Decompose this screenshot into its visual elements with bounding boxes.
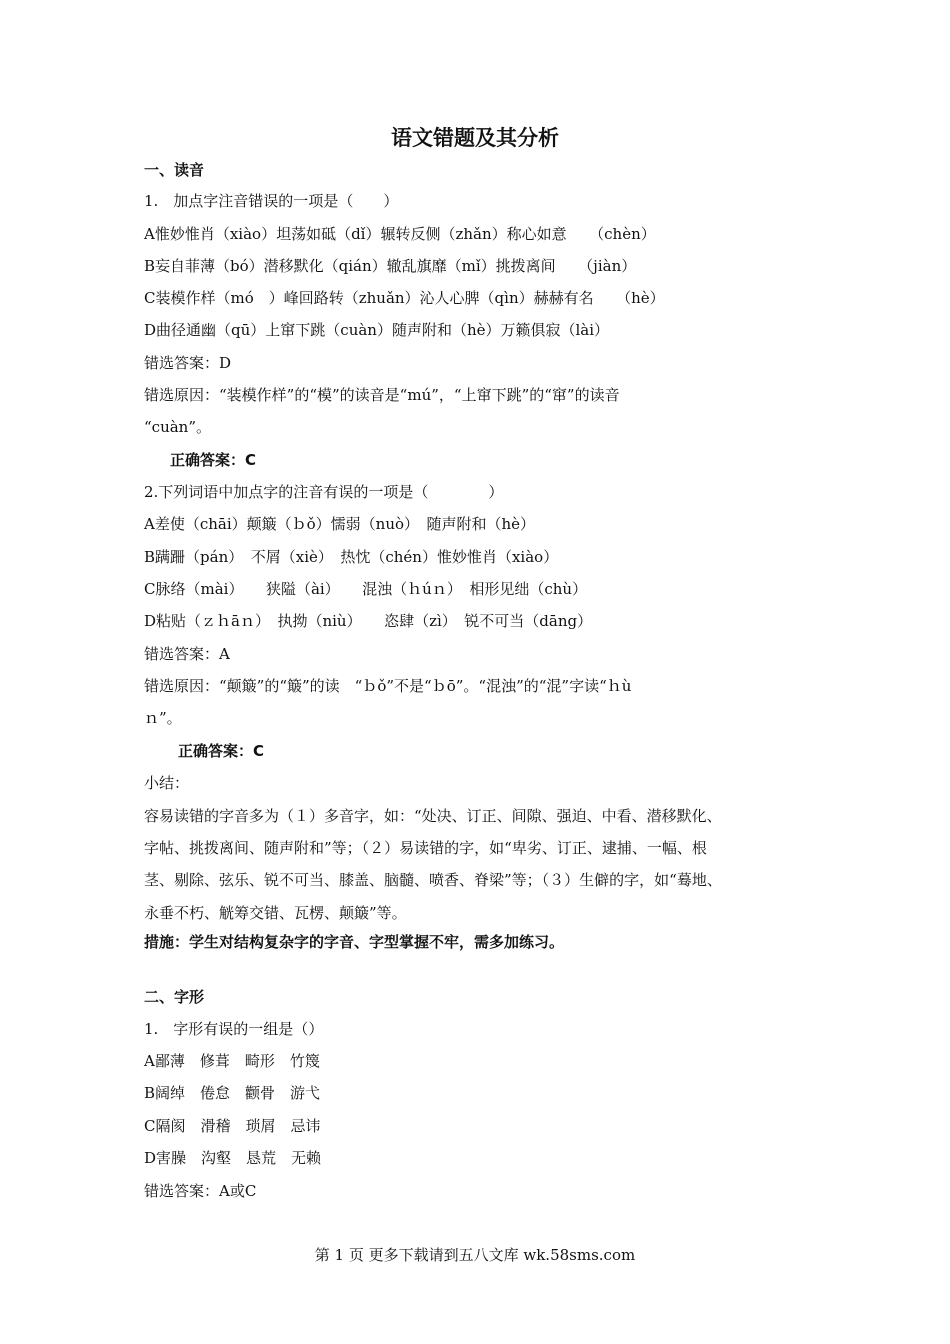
section-2-option-b: B阔绰 倦怠 颧骨 游弋 (144, 1084, 321, 1102)
summary-line-4: 永垂不朽、觥筹交错、瓦楞、颠簸”等。 (144, 904, 407, 922)
question-2-reason-cont: ｎ”。 (144, 709, 182, 727)
document-title: 语文错题及其分析 (391, 126, 559, 150)
question-2-reason: 错选原因：“颠簸”的“簸”的读 “ｂǒ”不是“ｂō”。“混浊”的“混”字读“ｈù (144, 677, 632, 695)
question-1-stem: 1. 加点字注音错误的一项是（ ） (144, 192, 399, 210)
question-2-option-a: A差使（chāi）颠簸（ｂǒ）懦弱（nuò） 随声附和（hè） (144, 515, 536, 533)
question-2-option-d: D粘贴（ｚｈāｎ） 执拗（niù） 恣肆（zì） 锐不可当（dāng） (144, 612, 593, 630)
question-2-option-c: C脉络（mài） 狭隘（ài） 混浊（ｈúｎ） 相形见绌（chù） (144, 580, 588, 598)
page-footer: 第 1 页 更多下载请到五八文库 wk.58sms.com (314, 1246, 636, 1264)
section-2-option-d: D害臊 沟壑 恳荒 无赖 (144, 1149, 322, 1167)
question-1-correct-answer: 正确答案：C (170, 451, 257, 469)
question-1-option-c: C装模作样（mó ）峰回路转（zhuǎn）沁人心脾（qìn）赫赫有名 （hè） (144, 289, 665, 307)
section-2-question-1-stem: 1. 字形有误的一组是（） (144, 1020, 324, 1038)
question-2-stem: 2.下列词语中加点字的注音有误的一项是（ ） (144, 483, 504, 501)
section-2-option-c: C隔阂 滑稽 琐屑 忌讳 (144, 1117, 321, 1135)
question-1-option-d: D曲径通幽（qū）上窜下跳（cuàn）随声附和（hè）万籁俱寂（lài） (144, 321, 610, 339)
section-heading-glyph: 二、字形 (144, 988, 205, 1006)
summary-line-2: 字帖、挑拨离间、随声附和”等；（２）易读错的字，如“卑劣、订正、逮捕、一幅、根 (144, 839, 707, 857)
question-2-wrong-answer: 错选答案：A (144, 645, 230, 663)
question-1-wrong-answer: 错选答案：D (144, 354, 232, 372)
question-2-correct-answer: 正确答案：C (178, 742, 265, 760)
summary-line-3: 茎、剔除、弦乐、锐不可当、膝盖、脑髓、喷香、脊梁”等；（３）生僻的字，如“蓦地、 (144, 871, 722, 889)
section-2-wrong-answer: 错选答案：A或C (144, 1182, 257, 1200)
measure-note: 措施：学生对结构复杂字的字音、字型掌握不牢，需多加练习。 (144, 933, 565, 951)
question-1-reason-cont: “cuàn”。 (144, 418, 212, 436)
question-1-option-a: A惟妙惟肖（xiào）坦荡如砥（dǐ）辗转反侧（zhǎn）称心如意 （chèn） (144, 225, 656, 243)
summary-line-1: 容易读错的字音多为（１）多音字，如：“处决、订正、间隙、强迫、中看、潜移默化、 (144, 807, 722, 825)
question-2-option-b: B蹒跚（pán） 不屑（xiè） 热忱（chén）惟妙惟肖（xiào） (144, 548, 559, 566)
question-1-option-b: B妄自菲薄（bó）潜移默化（qián）辙乱旗靡（mǐ）挑拨离间 （jiàn） (144, 257, 637, 275)
question-1-reason: 错选原因：“装模作样”的“模”的读音是“mú”，“上窜下跳”的“窜”的读音 (144, 386, 620, 404)
summary-label: 小结： (144, 774, 190, 792)
section-2-option-a: A鄙薄 修葺 畸形 竹篾 (144, 1052, 320, 1070)
section-heading-pronunciation: 一、读音 (144, 161, 205, 179)
